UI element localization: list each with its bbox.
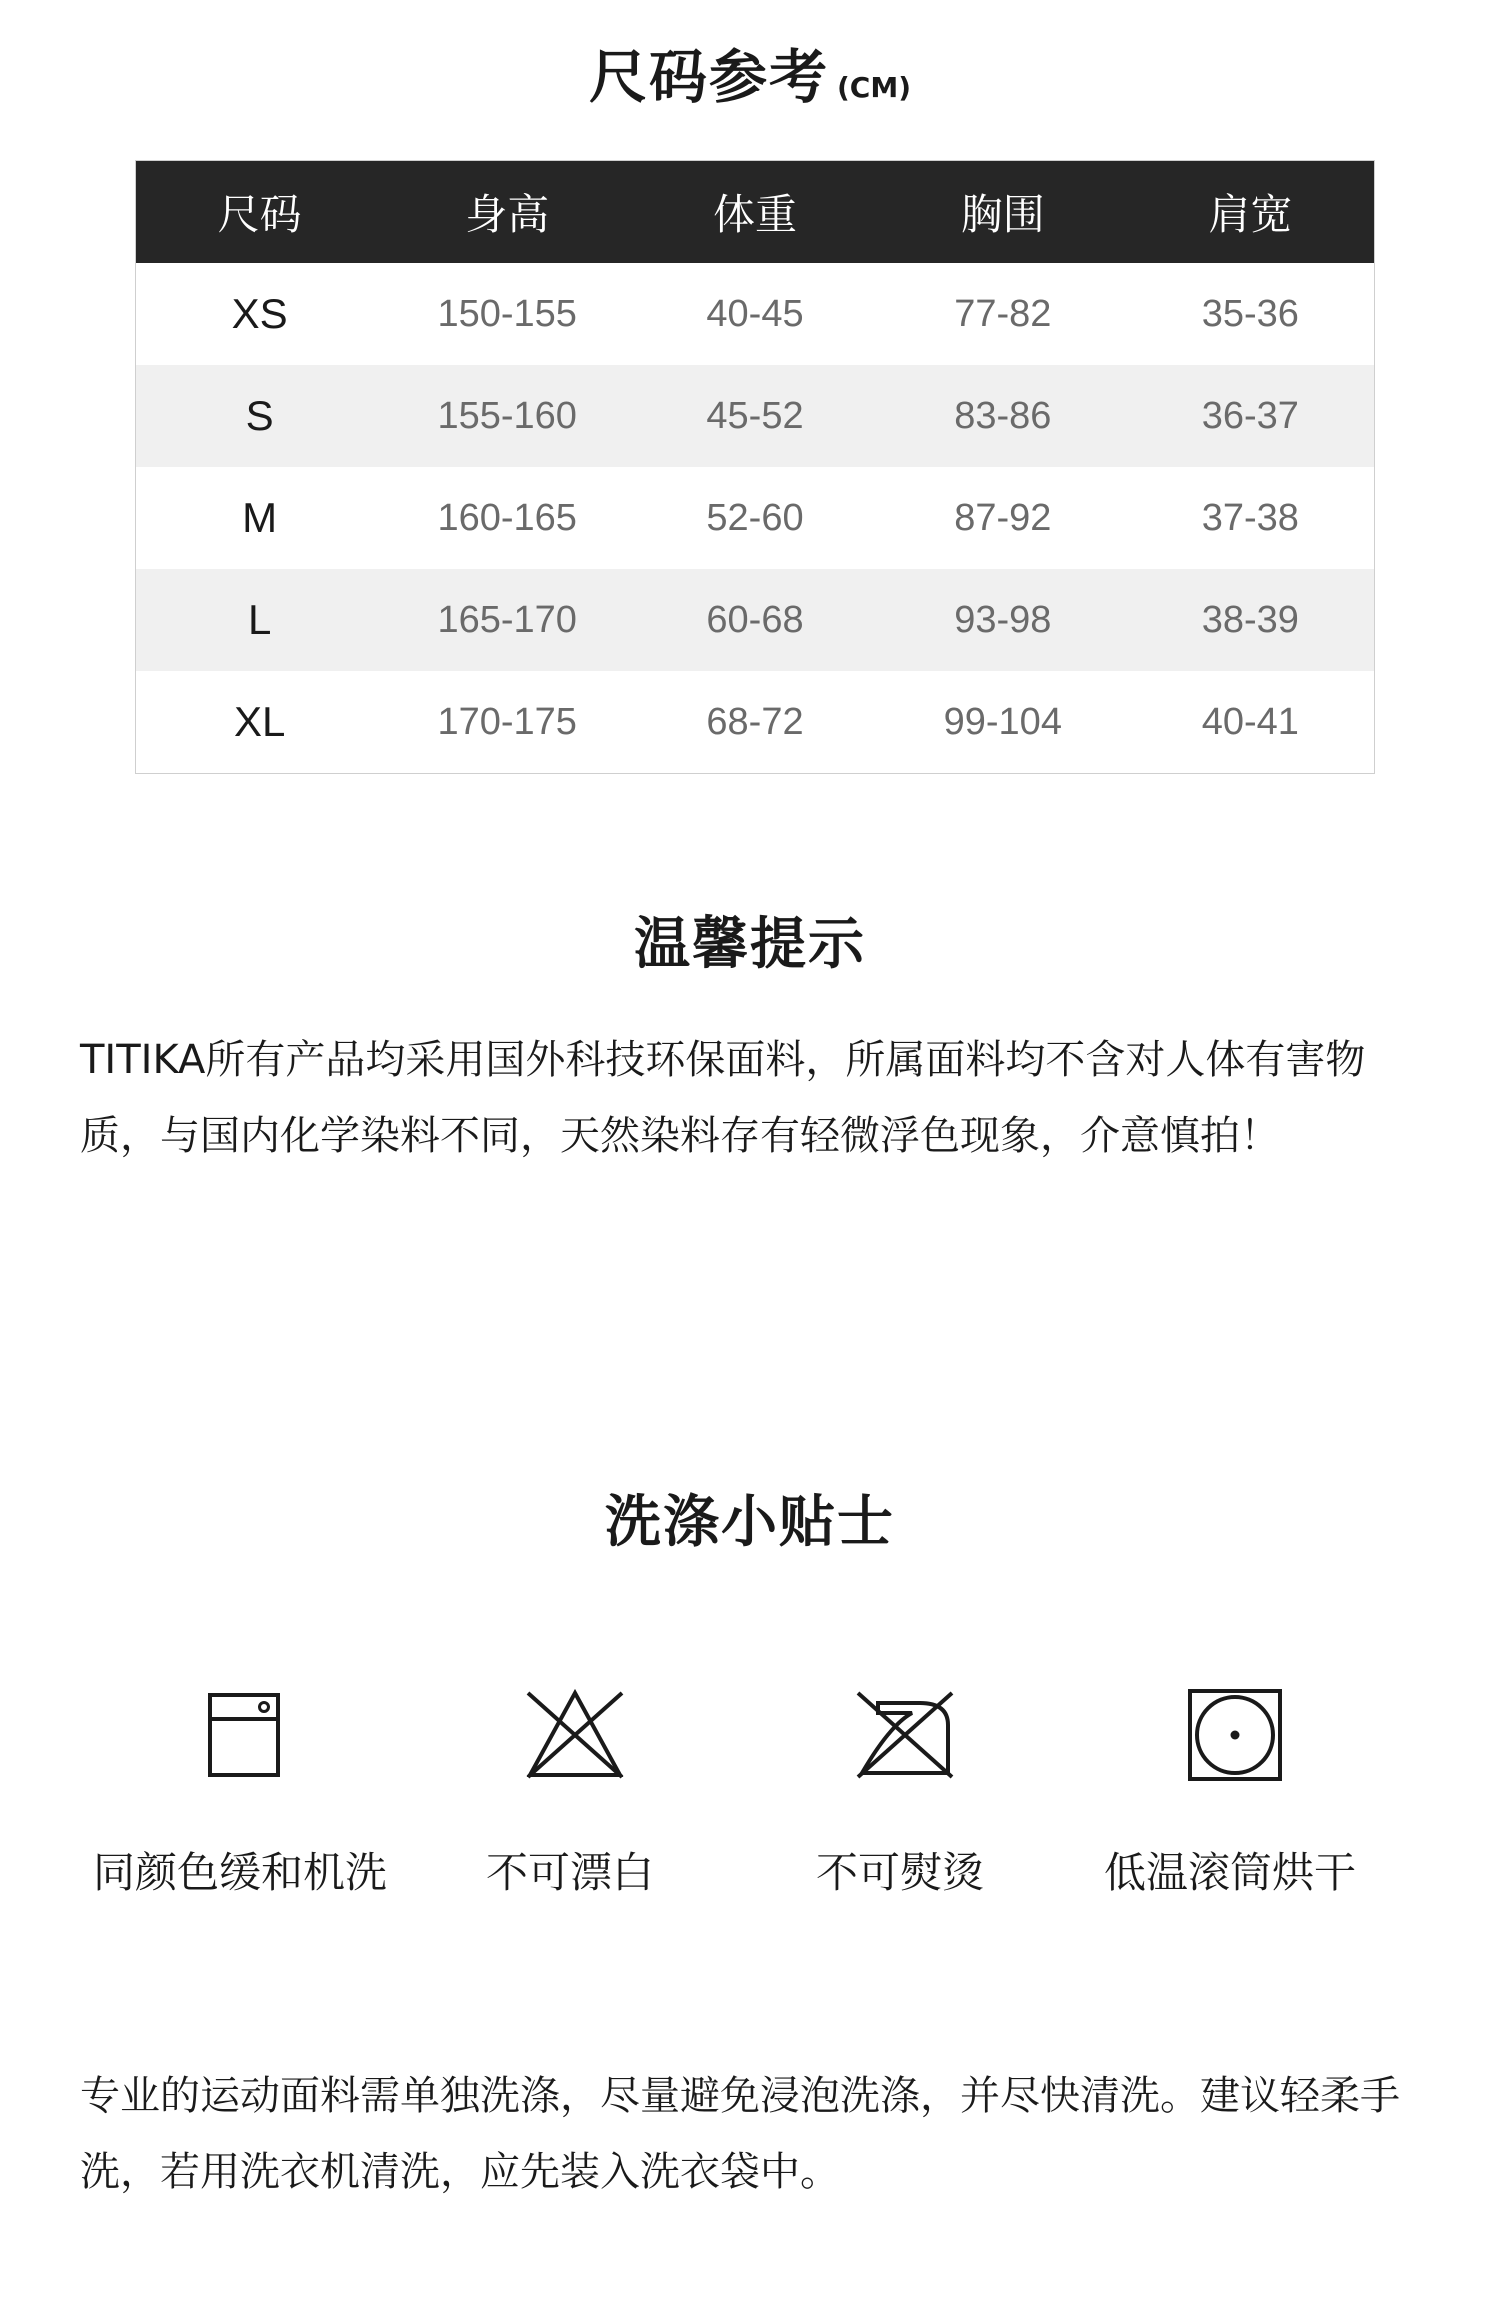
table-row	[136, 467, 1375, 569]
no-bleach-icon	[520, 1685, 630, 1785]
washing-tips-title: 洗涤小贴士	[605, 1490, 895, 1555]
size-cell: M	[242, 494, 278, 541]
care-label-no-iron: 不可熨烫	[815, 1848, 984, 1897]
size-reference-unit: (CM)	[837, 71, 912, 104]
weight-cell: 40-45	[706, 292, 804, 335]
shoulder-cell: 37-38	[1201, 496, 1299, 539]
size-cell: XS	[231, 290, 288, 337]
size-reference-title: 尺码参考	[588, 43, 829, 111]
height-cell: 165-170	[383, 569, 631, 671]
warm-tips-title: 温馨提示	[634, 912, 866, 977]
header-weight: 体重	[631, 161, 879, 264]
height-cell: 150-155	[437, 292, 577, 335]
header-shoulder: 肩宽	[1127, 161, 1375, 264]
bust-cell: 99-104	[943, 700, 1062, 743]
table-row	[136, 263, 1375, 365]
shoulder-cell: 36-37	[1127, 365, 1375, 467]
warm-tips-text: TITIKA所有产品均采用国外科技环保面料，所属面料均不含对人体有害物质，与国内化学染料不同，天然染料存有轻微浮色现象，介意慎拍！	[80, 1037, 1366, 1159]
care-label-machine-wash: 同颜色缓和机洗	[92, 1848, 387, 1897]
height-cell: 155-160	[383, 365, 631, 467]
height-cell: 160-165	[437, 496, 577, 539]
weight-cell: 60-68	[631, 569, 879, 671]
shoulder-cell: 35-36	[1201, 292, 1299, 335]
weight-cell: 45-52	[631, 365, 879, 467]
size-table	[135, 160, 1375, 774]
bust-cell: 87-92	[954, 496, 1052, 539]
size-cell: S	[136, 365, 384, 467]
weight-cell: 52-60	[706, 496, 804, 539]
header-bust: 胸围	[879, 161, 1127, 264]
bust-cell: 83-86	[879, 365, 1127, 467]
size-cell: XL	[233, 698, 286, 745]
no-iron-icon	[850, 1685, 960, 1785]
height-cell: 170-175	[437, 700, 577, 743]
bust-cell: 77-82	[954, 292, 1052, 335]
shoulder-cell: 38-39	[1127, 569, 1375, 671]
washing-tips-text: 专业的运动面料需单独洗涤，尽量避免浸泡洗涤，并尽快清洗。建议轻柔手洗，若用洗衣机清洗，应先装入洗衣袋中。	[80, 2073, 1400, 2195]
washing-machine-icon	[200, 1685, 290, 1785]
table-row	[136, 365, 1375, 467]
care-label-no-bleach: 不可漂白	[485, 1848, 654, 1897]
care-label-tumble-dry: 低温滚筒烘干	[1103, 1848, 1356, 1897]
size-reference-heading	[0, 30, 1500, 114]
table-row	[136, 569, 1375, 671]
tumble-dry-low-icon	[1180, 1685, 1290, 1785]
bust-cell: 93-98	[879, 569, 1127, 671]
header-size: 尺码	[136, 161, 384, 264]
size-table-header-row	[136, 161, 1375, 264]
weight-cell: 68-72	[706, 700, 804, 743]
size-cell: L	[136, 569, 384, 671]
shoulder-cell: 40-41	[1201, 700, 1299, 743]
header-height: 身高	[383, 161, 631, 264]
table-row	[136, 671, 1375, 774]
